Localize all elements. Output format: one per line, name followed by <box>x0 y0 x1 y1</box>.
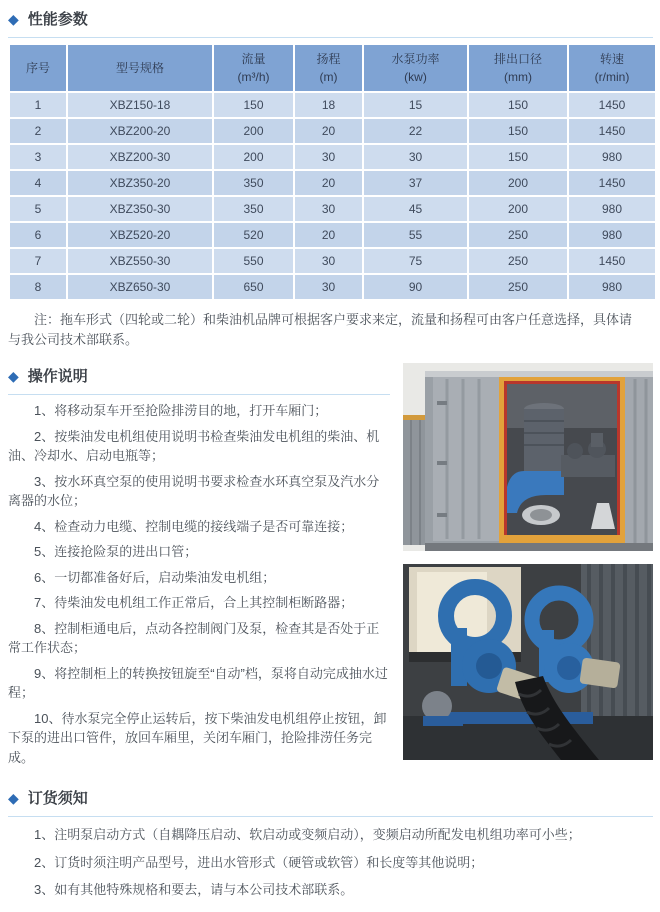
operation-step: 7、待柴油发电机组工作正常后，合上其控制柜断路器； <box>34 595 354 611</box>
table-cell: 8 <box>10 275 66 299</box>
column-header: 水泵功率 (kw) <box>364 45 467 91</box>
table-row <box>10 249 655 273</box>
table-cell: 150 <box>469 93 567 117</box>
column-header: 序号 <box>10 45 66 91</box>
table-cell: 980 <box>569 223 655 247</box>
operation-step: 6、一切都准备好后，启动柴油发电机组； <box>34 569 276 585</box>
table-cell: XBZ650-30 <box>68 275 212 299</box>
operation-step: 4、检查动力电缆、控制电缆的接线端子是否可靠连接； <box>34 518 354 534</box>
table-cell: 5 <box>10 197 66 221</box>
table-cell: 30 <box>364 145 467 169</box>
table-cell: 22 <box>364 119 467 143</box>
table-cell: 200 <box>214 145 293 169</box>
table-header-row <box>10 45 655 91</box>
section-title: 性能参数 <box>27 11 88 28</box>
table-cell: 18 <box>295 93 362 117</box>
table-row <box>10 171 655 195</box>
table-cell: 200 <box>469 171 567 195</box>
table-cell: 350 <box>214 197 293 221</box>
photo-column <box>403 363 653 760</box>
column-header: 排出口径 (mm) <box>469 45 567 91</box>
table-cell: XBZ200-30 <box>68 145 212 169</box>
table-cell: 1450 <box>569 171 655 195</box>
diamond-icon: ◆ <box>8 789 19 806</box>
performance-table <box>8 43 657 301</box>
table-cell: 37 <box>364 171 467 195</box>
table-cell: 980 <box>569 275 655 299</box>
operation-step: 2、按柴油发电机组使用说明书检查柴油发电机组的柴油、机油、冷却水、启动电瓶等； <box>8 428 380 464</box>
table-cell: 55 <box>364 223 467 247</box>
table-cell: 2 <box>10 119 66 143</box>
table-cell: 75 <box>364 249 467 273</box>
table-cell: XBZ350-30 <box>68 197 212 221</box>
column-header: 流量 (m³/h) <box>214 45 293 91</box>
table-cell: 250 <box>469 249 567 273</box>
table-cell: 150 <box>469 119 567 143</box>
table-row <box>10 197 655 221</box>
table-cell: 6 <box>10 223 66 247</box>
table-cell: XBZ150-18 <box>68 93 212 117</box>
table-cell: 15 <box>364 93 467 117</box>
table-cell: XBZ200-20 <box>68 119 212 143</box>
ordering-item: 1、注明泵启动方式（自耦降压启动、软启动或变频启动），变频启动所配发电机组功率可小些； <box>34 827 581 843</box>
pump-equipment-photo <box>403 564 653 760</box>
table-cell: 1 <box>10 93 66 117</box>
table-cell: 30 <box>295 275 362 299</box>
table-cell: 20 <box>295 223 362 247</box>
table-cell: 20 <box>295 119 362 143</box>
operation-heading <box>8 363 390 395</box>
table-cell: 350 <box>214 171 293 195</box>
operation-step: 1、将移动泵车开至抢险排涝目的地，打开车厢门； <box>34 403 328 419</box>
operation-step: 3、按水环真空泵的使用说明书要求检查水环真空泵及汽水分离器的水位； <box>8 473 380 509</box>
section-title: 操作说明 <box>27 368 88 386</box>
table-cell: 650 <box>214 275 293 299</box>
table-cell: 980 <box>569 145 655 169</box>
table-cell: 3 <box>10 145 66 169</box>
table-cell: 20 <box>295 171 362 195</box>
column-header: 型号规格 <box>68 45 212 91</box>
operation-step: 9、将控制柜上的转换按钮旋至“自动”档，泵将自动完成抽水过程； <box>8 665 388 701</box>
table-note: 注：拖车形式（四轮或二轮）和柴油机品牌可根据客户要求来定，流量和扬程可由客户任意选择，具体请与我公司技术部联系。 <box>8 312 633 348</box>
table-cell: 30 <box>295 249 362 273</box>
table-cell: 200 <box>214 119 293 143</box>
ordering-item: 2、订货时须注明产品型号，进出水管形式（硬管或软管）和长度等其他说明； <box>34 854 484 870</box>
column-header: 转速 (r/min) <box>569 45 655 91</box>
table-cell: 90 <box>364 275 467 299</box>
table-cell: 520 <box>214 223 293 247</box>
ordering-items <box>8 825 653 900</box>
operation-section <box>8 363 653 773</box>
operation-step: 5、连接抢险泵的进出口管； <box>34 544 198 560</box>
ordering-section <box>8 785 653 900</box>
section-title: 订货须知 <box>27 790 88 808</box>
table-cell: 980 <box>569 197 655 221</box>
table-cell: 150 <box>214 93 293 117</box>
table-cell: 250 <box>469 275 567 299</box>
table-row <box>10 145 655 169</box>
table-row <box>10 275 655 299</box>
table-row <box>10 93 655 117</box>
ordering-heading <box>8 785 653 817</box>
table-cell: XBZ550-30 <box>68 249 212 273</box>
table-cell: 150 <box>469 145 567 169</box>
table-cell: 4 <box>10 171 66 195</box>
table-row <box>10 119 655 143</box>
diamond-icon: ◆ <box>8 367 19 384</box>
table-cell: 30 <box>295 197 362 221</box>
performance-section <box>8 6 653 350</box>
ordering-item: 3、如有其他特殊规格和要去，请与本公司技术部联系。 <box>34 882 354 898</box>
table-cell: XBZ350-20 <box>68 171 212 195</box>
operation-step: 8、控制柜通电后，点动各控制阀门及泵，检查其是否处于正常工作状态； <box>8 620 380 656</box>
table-cell: 1450 <box>569 249 655 273</box>
table-cell: 1450 <box>569 119 655 143</box>
table-cell: XBZ520-20 <box>68 223 212 247</box>
table-cell: 250 <box>469 223 567 247</box>
table-cell: 30 <box>295 145 362 169</box>
table-cell: 200 <box>469 197 567 221</box>
performance-heading <box>8 6 653 38</box>
table-cell: 7 <box>10 249 66 273</box>
table-cell: 550 <box>214 249 293 273</box>
column-header: 扬程 (m) <box>295 45 362 91</box>
container-pump-photo <box>403 363 653 551</box>
operation-step: 10、待水泵完全停止运转后，按下柴油发电机组停止按钮，卸下泵的进出口管件，放回车厢里，关闭车厢门，抢险排涝任务完成。 <box>8 710 387 765</box>
table-cell: 1450 <box>569 93 655 117</box>
table-row <box>10 223 655 247</box>
diamond-icon: ◆ <box>8 10 19 27</box>
table-cell: 45 <box>364 197 467 221</box>
